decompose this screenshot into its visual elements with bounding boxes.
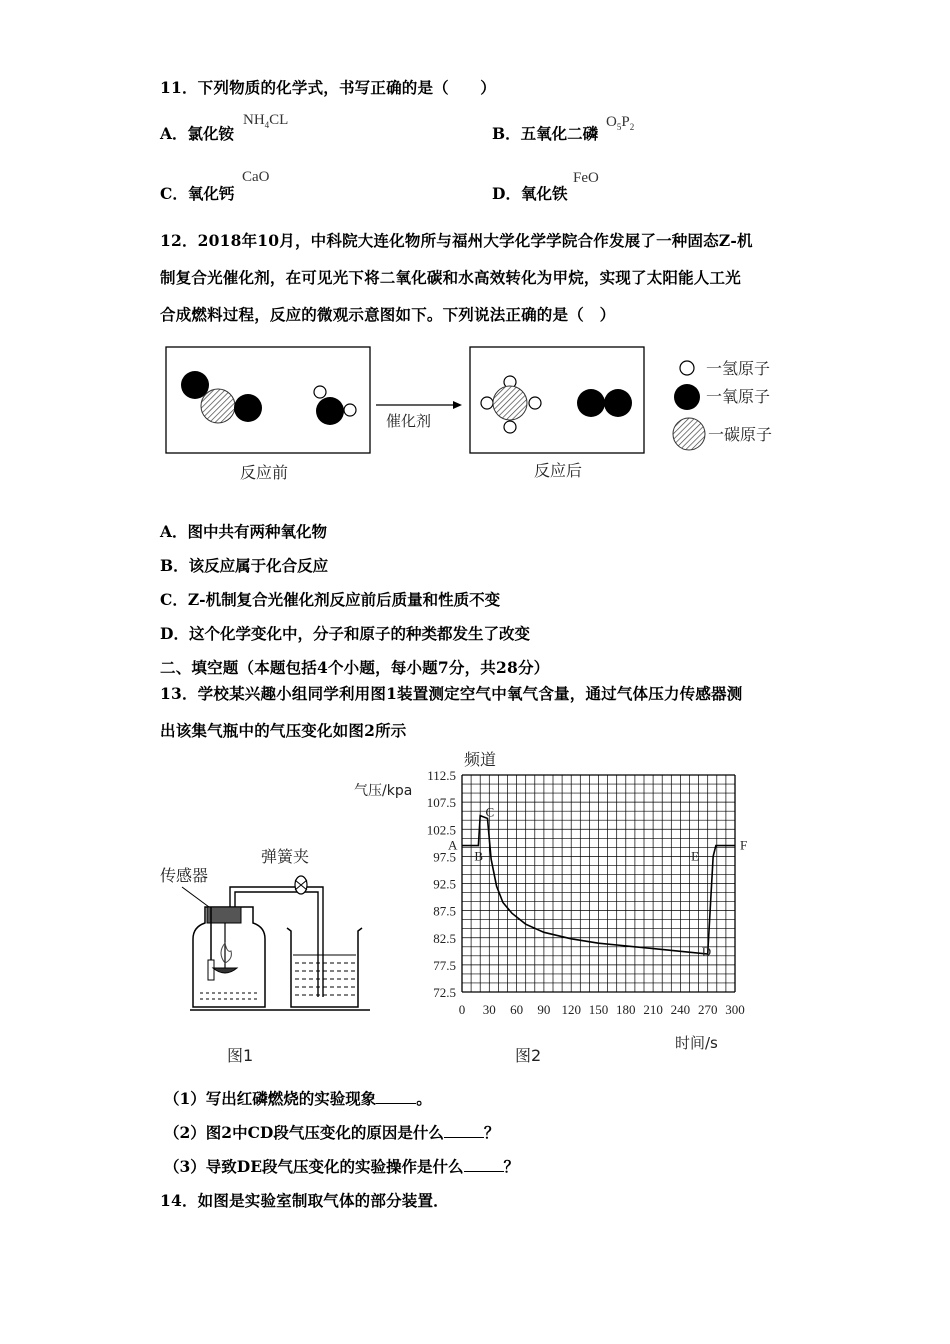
q13-subq-3[interactable]: （3）导致DE段气压变化的实验操作是什么 ？ [164, 1157, 520, 1176]
q12-stem-line-2: 制复合光催化剂，在可见光下将二氧化碳和水高效转化为甲烷，实现了太阳能人工光 [160, 268, 741, 287]
hydrogen-atom [344, 404, 356, 416]
q13-subq-1[interactable]: （1）写出红磷燃烧的实验现象 。 [164, 1089, 432, 1108]
x-tick-label: 120 [561, 1002, 581, 1017]
after-caption: 反应后 [534, 461, 583, 480]
q11-option-b[interactable] [492, 122, 598, 144]
clamp-label: 弹簧夹 [261, 847, 310, 866]
carbon-atom [493, 386, 527, 420]
x-tick-label: 0 [458, 1002, 466, 1017]
combustion-spoon [213, 968, 237, 973]
x-tick-label: 150 [588, 1002, 609, 1017]
q11-option-b-label: B．五氧化二磷 [492, 124, 599, 143]
y-tick-label: 87.5 [433, 903, 456, 919]
section-heading: 二、填空题（本题包括4个小题，每小题7分，共28分） [160, 658, 550, 677]
point-label-f: F [740, 837, 748, 853]
q11-stem: 11．下列物质的化学式，书写正确的是（ ） [160, 78, 496, 97]
q11-option-d-formula: FeO [573, 170, 599, 186]
q13-subq-1-text: （1）写出红磷燃烧的实验现象 [164, 1089, 377, 1108]
legend-carbon-label: 一碳原子 [708, 425, 773, 444]
oxygen-atom [604, 389, 632, 417]
hydrogen-atom [481, 397, 493, 409]
answer-blank[interactable] [464, 1159, 504, 1172]
q13-subq-3-text: （3）导致DE段气压变化的实验操作是什么 [164, 1157, 464, 1176]
figure-1-caption: 图1 [227, 1046, 254, 1065]
y-tick-label: 102.5 [426, 822, 456, 838]
flame-icon [221, 943, 231, 963]
sensor-label: 传感器 [160, 866, 209, 885]
x-tick-label: 30 [482, 1002, 496, 1017]
legend-carbon-icon [673, 418, 705, 450]
q12-option-a[interactable]: A．图中共有两种氧化物 [160, 522, 328, 541]
point-label-a: A [448, 837, 458, 853]
carbon-atom [201, 389, 235, 423]
q11-option-a[interactable] [160, 122, 234, 144]
figure-2-caption: 图2 [515, 1046, 542, 1065]
q12-option-b[interactable]: B．该反应属于化合反应 [160, 556, 329, 575]
q13-stem-line-2: 出该集气瓶中的气压变化如图2所示 [160, 721, 407, 740]
q12-option-c[interactable]: C．Z-机制复合光催化剂反应前后质量和性质不变 [160, 590, 501, 609]
legend-hydrogen-label: 一氢原子 [706, 359, 771, 378]
q13-stem-line-1: 13．学校某兴趣小组同学利用图1装置测定空气中氧气含量，通过气体压力传感器测 [160, 684, 743, 703]
catalyst-label: 催化剂 [386, 412, 432, 430]
y-tick-label: 97.5 [433, 849, 456, 865]
answer-blank[interactable] [376, 1091, 416, 1104]
oxygen-atom [234, 394, 262, 422]
q11-option-a-label: A．氯化铵 [160, 124, 235, 143]
q11-option-c-label: C．氧化钙 [160, 184, 235, 203]
q11-option-d-label: D．氧化铁 [492, 184, 568, 203]
hydrogen-atom [314, 386, 326, 398]
x-tick-label: 60 [510, 1002, 524, 1017]
q13-subq-2-text: （2）图2中CD段气压变化的原因是什么 [164, 1123, 444, 1142]
q12-stem-line-1: 12．2018年10月，中科院大连化物所与福州大学化学学院合作发展了一种固态Z-机 [160, 231, 753, 250]
q11-option-c-formula: CaO [242, 169, 270, 185]
x-tick-label: 300 [725, 1002, 745, 1017]
y-axis-label: 气压/kpa [354, 783, 413, 799]
q13-subq-2[interactable]: （2）图2中CD段气压变化的原因是什么 ？ [164, 1123, 500, 1142]
x-tick-label: 270 [697, 1002, 718, 1017]
before-caption: 反应前 [240, 463, 289, 482]
reaction-diagram [150, 340, 800, 490]
q11-option-d[interactable] [492, 182, 567, 204]
y-tick-label: 82.5 [433, 930, 456, 946]
figure-2-pressure-chart [340, 745, 770, 1075]
connecting-tube [230, 887, 323, 997]
q11-option-b-formula: $O_5P_2$ [606, 114, 635, 132]
y-tick-label: 72.5 [433, 985, 456, 1000]
point-label-d: D [701, 944, 712, 960]
hydrogen-atom [529, 397, 541, 409]
y-tick-label: 92.5 [433, 876, 456, 892]
y-tick-label: 77.5 [433, 957, 456, 973]
legend-hydrogen-icon [680, 361, 694, 375]
x-tick-label: 90 [537, 1002, 551, 1017]
q11-option-a-formula: $NH_4CL$ [243, 112, 289, 130]
x-axis-label: 时间/s [675, 1034, 718, 1052]
legend-oxygen-icon [674, 384, 700, 410]
arrow-head [453, 401, 462, 409]
legend-oxygen-label: 一氧原子 [706, 387, 771, 406]
oxygen-atom [577, 389, 605, 417]
before-box [166, 347, 370, 453]
x-tick-label: 240 [670, 1002, 691, 1017]
x-tick-label: 210 [643, 1002, 663, 1017]
chart-title: 频道 [464, 750, 497, 769]
q14-stem: 14．如图是实验室制取气体的部分装置． [160, 1191, 449, 1210]
q11-option-c[interactable] [160, 182, 234, 204]
q12-stem-line-3: 合成燃料过程，反应的微观示意图如下。下列说法正确的是（ ） [160, 305, 616, 324]
y-tick-label: 112.5 [427, 768, 456, 783]
bottle-stopper [207, 907, 241, 923]
y-tick-label: 107.5 [426, 795, 456, 811]
oxygen-atom [316, 397, 344, 425]
point-label-b: B [474, 848, 484, 864]
x-tick-label: 180 [616, 1002, 636, 1017]
answer-blank[interactable] [444, 1125, 484, 1138]
hydrogen-atom [504, 421, 516, 433]
point-label-e: E [691, 848, 700, 864]
q12-option-d[interactable]: D．这个化学变化中，分子和原子的种类都发生了改变 [160, 624, 530, 643]
point-label-c: C [485, 804, 495, 820]
